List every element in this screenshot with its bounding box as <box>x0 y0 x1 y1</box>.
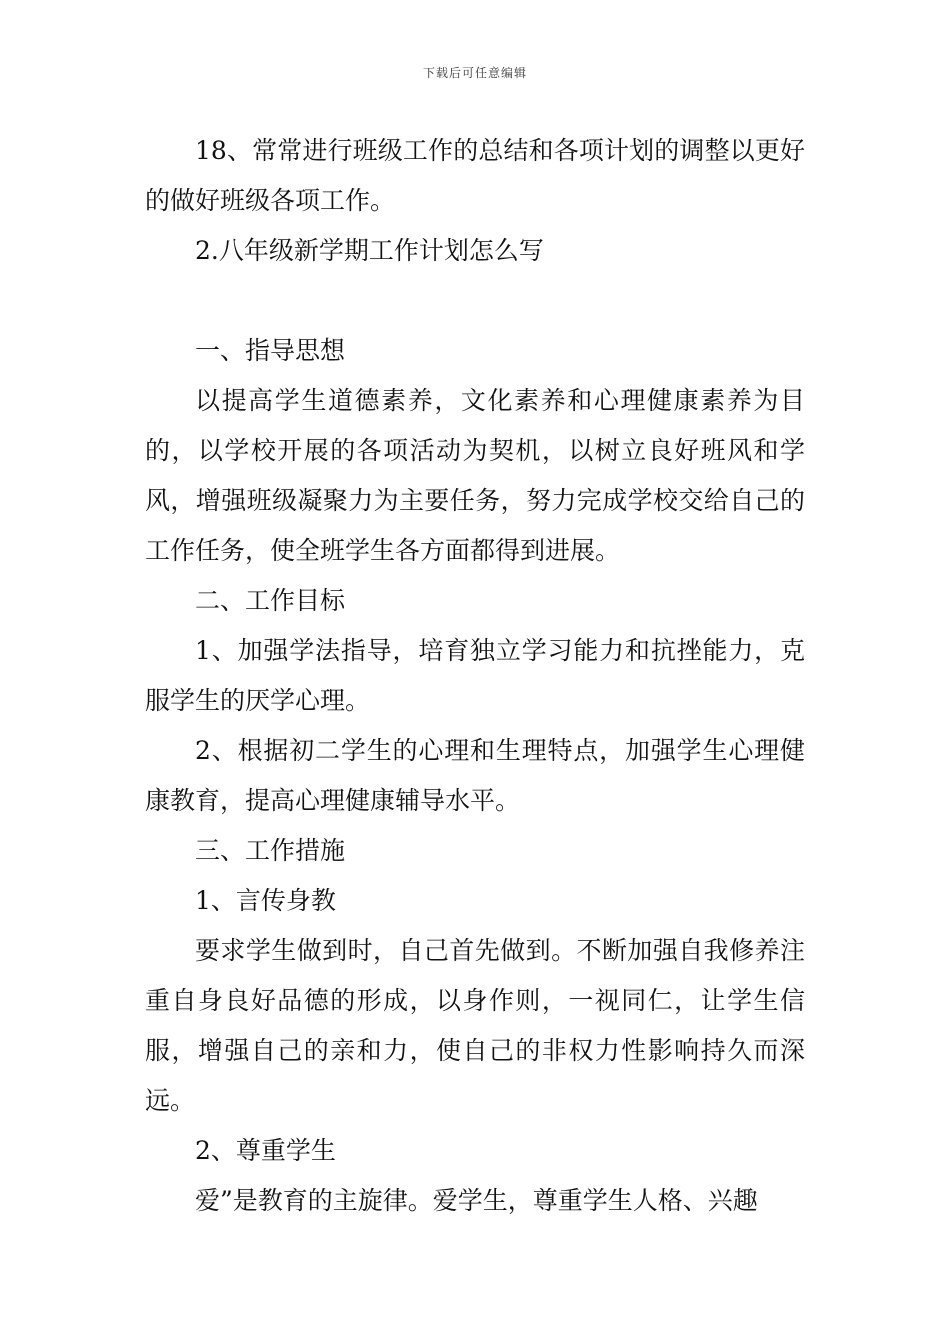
heading-guiding-idea: 一、指导思想 <box>195 336 346 365</box>
paragraph-respect-students: 爱”是教育的主旋律。爱学生，尊重学生人格、兴趣 <box>195 1186 758 1215</box>
document-body <box>145 126 805 1226</box>
subheading-lead-by-example: 1、言传身教 <box>195 886 336 915</box>
blank-line <box>145 276 805 326</box>
page-header: 下载后可任意编辑 <box>422 66 527 80</box>
paragraph-lead-by-example: 要求学生做到时，自己首先做到。不断加强自我修养注重自身良好品德的形成，以身作则，一视同仁，让学生信服，增强自己的亲和力，使自己的非权力性影响持久而深远。 <box>145 936 805 1115</box>
paragraph-goal-1: 1、加强学法指导，培育独立学习能力和抗挫能力，克服学生的厌学心理。 <box>145 636 805 715</box>
paragraph-goal-2: 2、根据初二学生的心理和生理特点，加强学生心理健康教育，提高心理健康辅导水平。 <box>145 736 805 815</box>
section-title-plan: 2.八年级新学期工作计划怎么写 <box>195 236 544 265</box>
heading-work-measures: 三、工作措施 <box>195 836 346 865</box>
paragraph-summary: 18、常常进行班级工作的总结和各项计划的调整以更好的做好班级各项工作。 <box>145 136 805 215</box>
heading-work-goals: 二、工作目标 <box>195 586 346 615</box>
paragraph-guiding-idea: 以提高学生道德素养，文化素养和心理健康素养为目的，以学校开展的各项活动为契机，以树立良好班风和学风，增强班级凝聚力为主要任务，努力完成学校交给自己的工作任务，使全班学生各方面都得到进展。 <box>145 386 805 565</box>
subheading-respect-students: 2、尊重学生 <box>195 1136 336 1165</box>
